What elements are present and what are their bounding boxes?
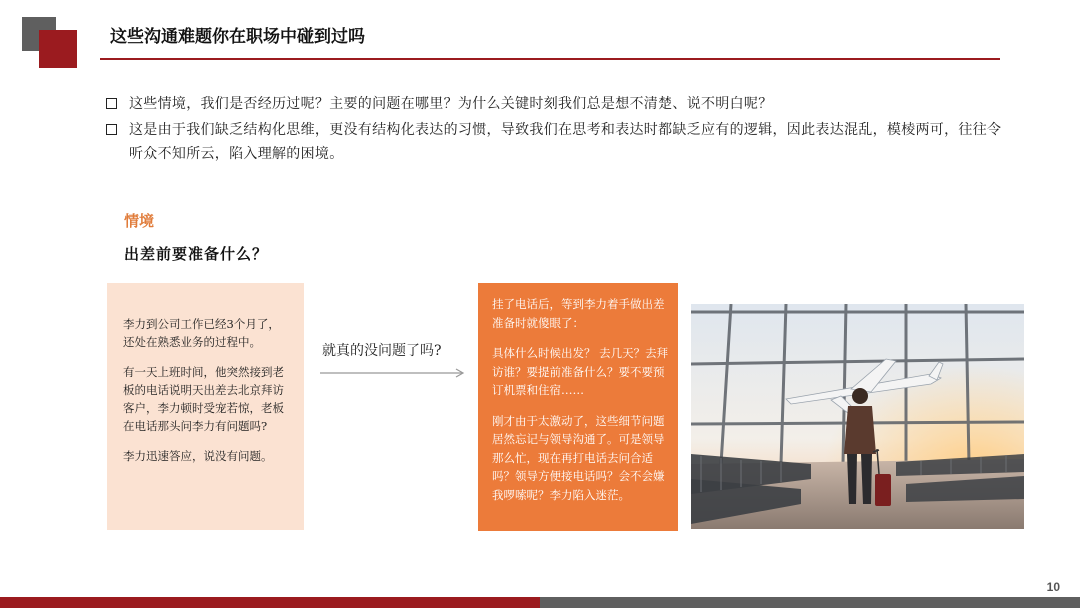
middle-question: 就真的没问题了吗? <box>322 343 442 359</box>
checkbox-square-icon <box>106 124 117 135</box>
problem-paragraph: 刚才由于太激动了，这些细节问题居然忘记与领导沟通了。可是领导那么忙，现在再打电话去问合适吗？领导方便接电话吗？会不会嫌我啰嗦呢？李力陷入迷茫。 <box>492 413 665 502</box>
story-paragraph: 李力迅速答应，说没有问题。 <box>123 449 273 463</box>
story-box <box>107 283 304 530</box>
header-decoration-red <box>39 30 77 68</box>
scene-label: 情境 <box>124 212 155 230</box>
bullet-item <box>106 92 1006 116</box>
bullet-text: 这是由于我们缺乏结构化思维，更没有结构化表达的习惯，导致我们在思考和表达时都缺乏应有的逻辑，因此表达混乱，模棱两可，往往令听众不知所云，陷入理解的困境。 <box>129 122 1002 162</box>
scene-question: 出差前要准备什么？ <box>124 245 269 263</box>
bullet-list <box>106 92 1006 168</box>
footer-bar-red <box>0 597 540 608</box>
story-paragraph: 有一天上班时间，他突然接到老板的电话说明天出差去北京拜访客户，李力顿时受宠若惊，老板在电话那头问李力有问题吗? <box>123 365 284 433</box>
page-number: 10 <box>1046 580 1060 594</box>
right-arrow-icon <box>318 366 468 380</box>
bullet-text: 这些情境，我们是否经历过呢？主要的问题在哪里？为什么关键时刻我们总是想不清楚、说不明白呢？ <box>129 96 773 112</box>
title-divider <box>100 58 1000 60</box>
problem-paragraph: 挂了电话后，等到李力着手做出差准备时就傻眼了： <box>492 297 665 330</box>
checkbox-square-icon <box>106 98 117 109</box>
footer-bar-gray <box>540 597 1080 608</box>
story-paragraph: 李力到公司工作已经3个月了，还处在熟悉业务的过程中。 <box>123 317 280 349</box>
bullet-item <box>106 118 1006 166</box>
page-title: 这些沟通难题你在职场中碰到过吗 <box>110 27 365 47</box>
airport-traveler-image <box>691 304 1024 529</box>
problem-box <box>478 283 678 531</box>
problem-paragraph: 具体什么时候出发？ 去几天？去拜访谁？要提前准备什么？要不要预订机票和住宿…… <box>492 346 669 397</box>
